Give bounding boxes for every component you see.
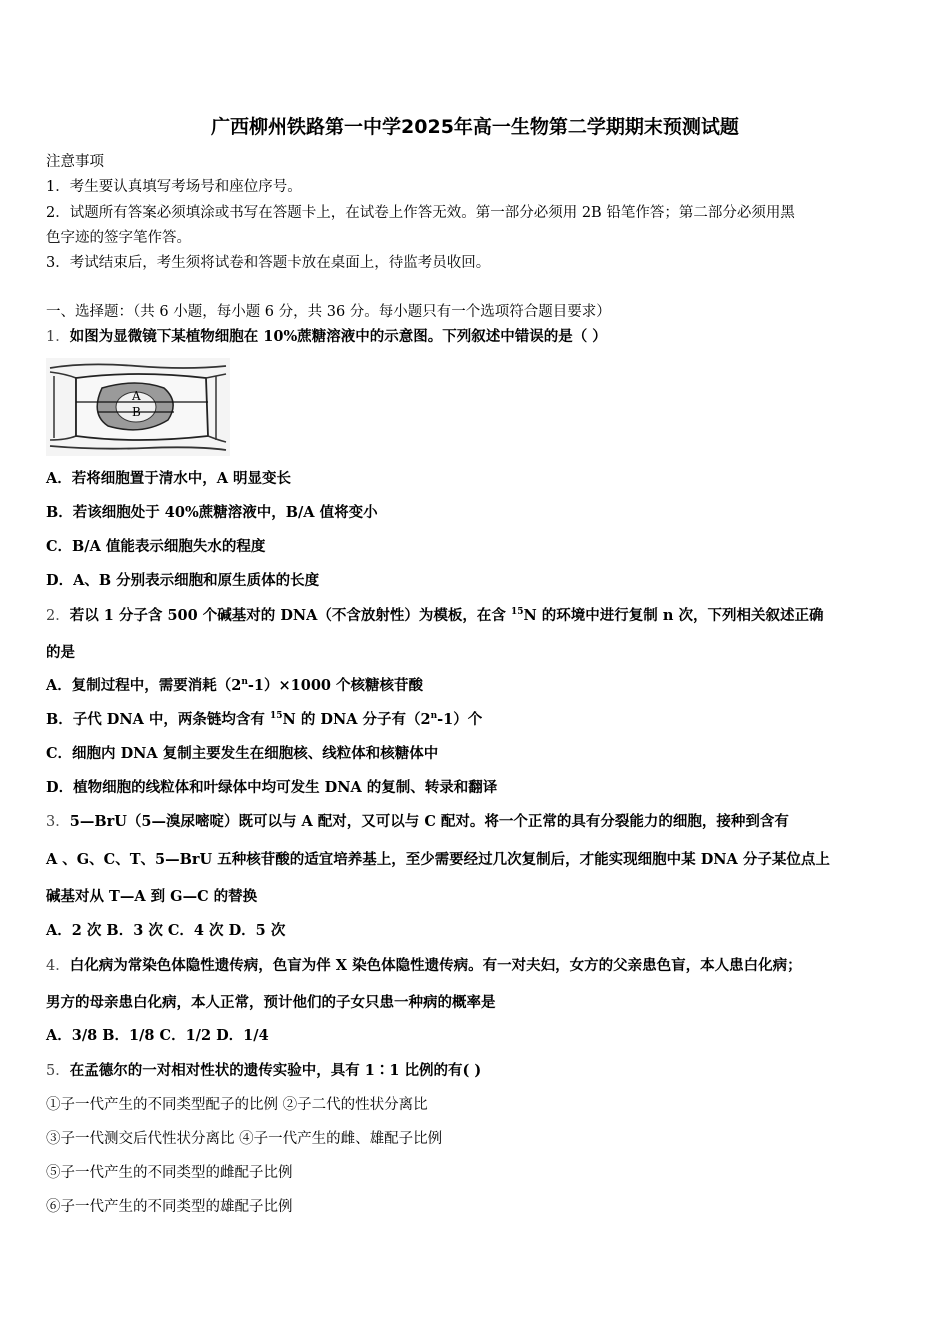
- q2-option-a: A．复制过程中，需要消耗$(2^n-1)\times 1000$ 个核糖核苷酸: [46, 677, 424, 694]
- q1-option-d: D．A、B 分别表示细胞和原生质体的长度: [46, 572, 320, 589]
- question-1-stem: 1．如图为显微镜下某植物细胞在 10%蔗糖溶液中的示意图。下列叙述中错误的是（ ）: [46, 328, 607, 345]
- plant-cell-figure: [46, 358, 230, 456]
- q5-item-2: ③子一代测交后代性状分离比 ④子一代产生的雌、雄配子比例: [46, 1131, 443, 1147]
- question-2-stem: 2．若以 1 分子含 500 个碱基对的 DNA（不含放射性）为模板，在含 $^{15}$N 的环境中进行复制 n 次，下列相关叙述正确: [46, 607, 824, 624]
- question-3-stem-2: A 、G、C、T、5—BrU 五种核苷酸的适宜培养基上，至少需要经过几次复制后，才能实现细胞中某 DNA 分子某位点上: [46, 851, 830, 868]
- q2-option-b: B．子代 DNA 中，两条链均含有 $^{15}$N 的 DNA 分子有（2$^n$-1）个: [46, 711, 483, 728]
- q5-item-1: ①子一代产生的不同类型配子的比例 ②子二代的性状分离比: [46, 1097, 428, 1113]
- q2-option-c: C．细胞内 DNA 复制主要发生在细胞核、线粒体和核糖体中: [46, 745, 439, 762]
- question-5-stem: 5．在孟德尔的一对相对性状的遗传实验中，具有 1∶1 比例的有( ): [46, 1062, 482, 1079]
- figure-label-b: B: [132, 405, 141, 419]
- question-number: 1．: [46, 329, 70, 345]
- q1-option-a: A．若将细胞置于清水中，A 明显变长: [46, 470, 292, 487]
- question-3-stem: 3．5—BrU（5—溴尿嘧啶）既可以与 A 配对，又可以与 C 配对。将一个正常的具有分裂能力的细胞，接种到含有: [46, 813, 789, 830]
- question-2-stem-cont: 的是: [46, 644, 75, 661]
- question-4-stem-2: 男方的母亲患白化病，本人正常，预计他们的子女只患一种病的概率是: [46, 994, 496, 1011]
- q1-option-c: C．B/A 值能表示细胞失水的程度: [46, 538, 266, 555]
- section-heading: 一、选择题：（共 6 小题，每小题 6 分，共 36 分。每小题只有一个选项符合题目要求）: [46, 304, 611, 320]
- figure-label-a: A: [132, 389, 141, 403]
- q4-options: A．3/8 B．1/8 C．1/2 D．1/4: [46, 1027, 269, 1044]
- q3-options: A．2 次 B．3 次 C．4 次 D．5 次: [46, 922, 286, 939]
- notice-item-3: 3．考试结束后，考生须将试卷和答题卡放在桌面上，待监考员收回。: [46, 255, 491, 271]
- notice-item-2: 2．试题所有答案必须填涂或书写在答题卡上，在试卷上作答无效。第一部分必须用 2B 铅笔作答；第二部分必须用黑: [46, 205, 795, 221]
- question-3-stem-3: 碱基对从 T—A 到 G—C 的替换: [46, 888, 258, 905]
- q1-option-b: B．若该细胞处于 40%蔗糖溶液中，B/A 值将变小: [46, 504, 378, 521]
- notice-item-2-cont: 色字迹的签字笔作答。: [46, 230, 191, 246]
- notice-item-1: 1．考生要认真填写考场号和座位序号。: [46, 179, 302, 195]
- q5-item-3: ⑤子一代产生的不同类型的雌配子比例: [46, 1165, 293, 1181]
- q5-item-4: ⑥子一代产生的不同类型的雄配子比例: [46, 1199, 293, 1215]
- notice-heading: 注意事项: [46, 154, 104, 170]
- q2-option-d: D．植物细胞的线粒体和叶绿体中均可发生 DNA 的复制、转录和翻译: [46, 779, 498, 796]
- page-title: 广西柳州铁路第一中学2025年高一生物第二学期期末预测试题: [211, 116, 739, 138]
- question-4-stem: 4．白化病为常染色体隐性遗传病，色盲为伴 X 染色体隐性遗传病。有一对夫妇，女方的父亲患色盲，本人患白化病；: [46, 957, 802, 974]
